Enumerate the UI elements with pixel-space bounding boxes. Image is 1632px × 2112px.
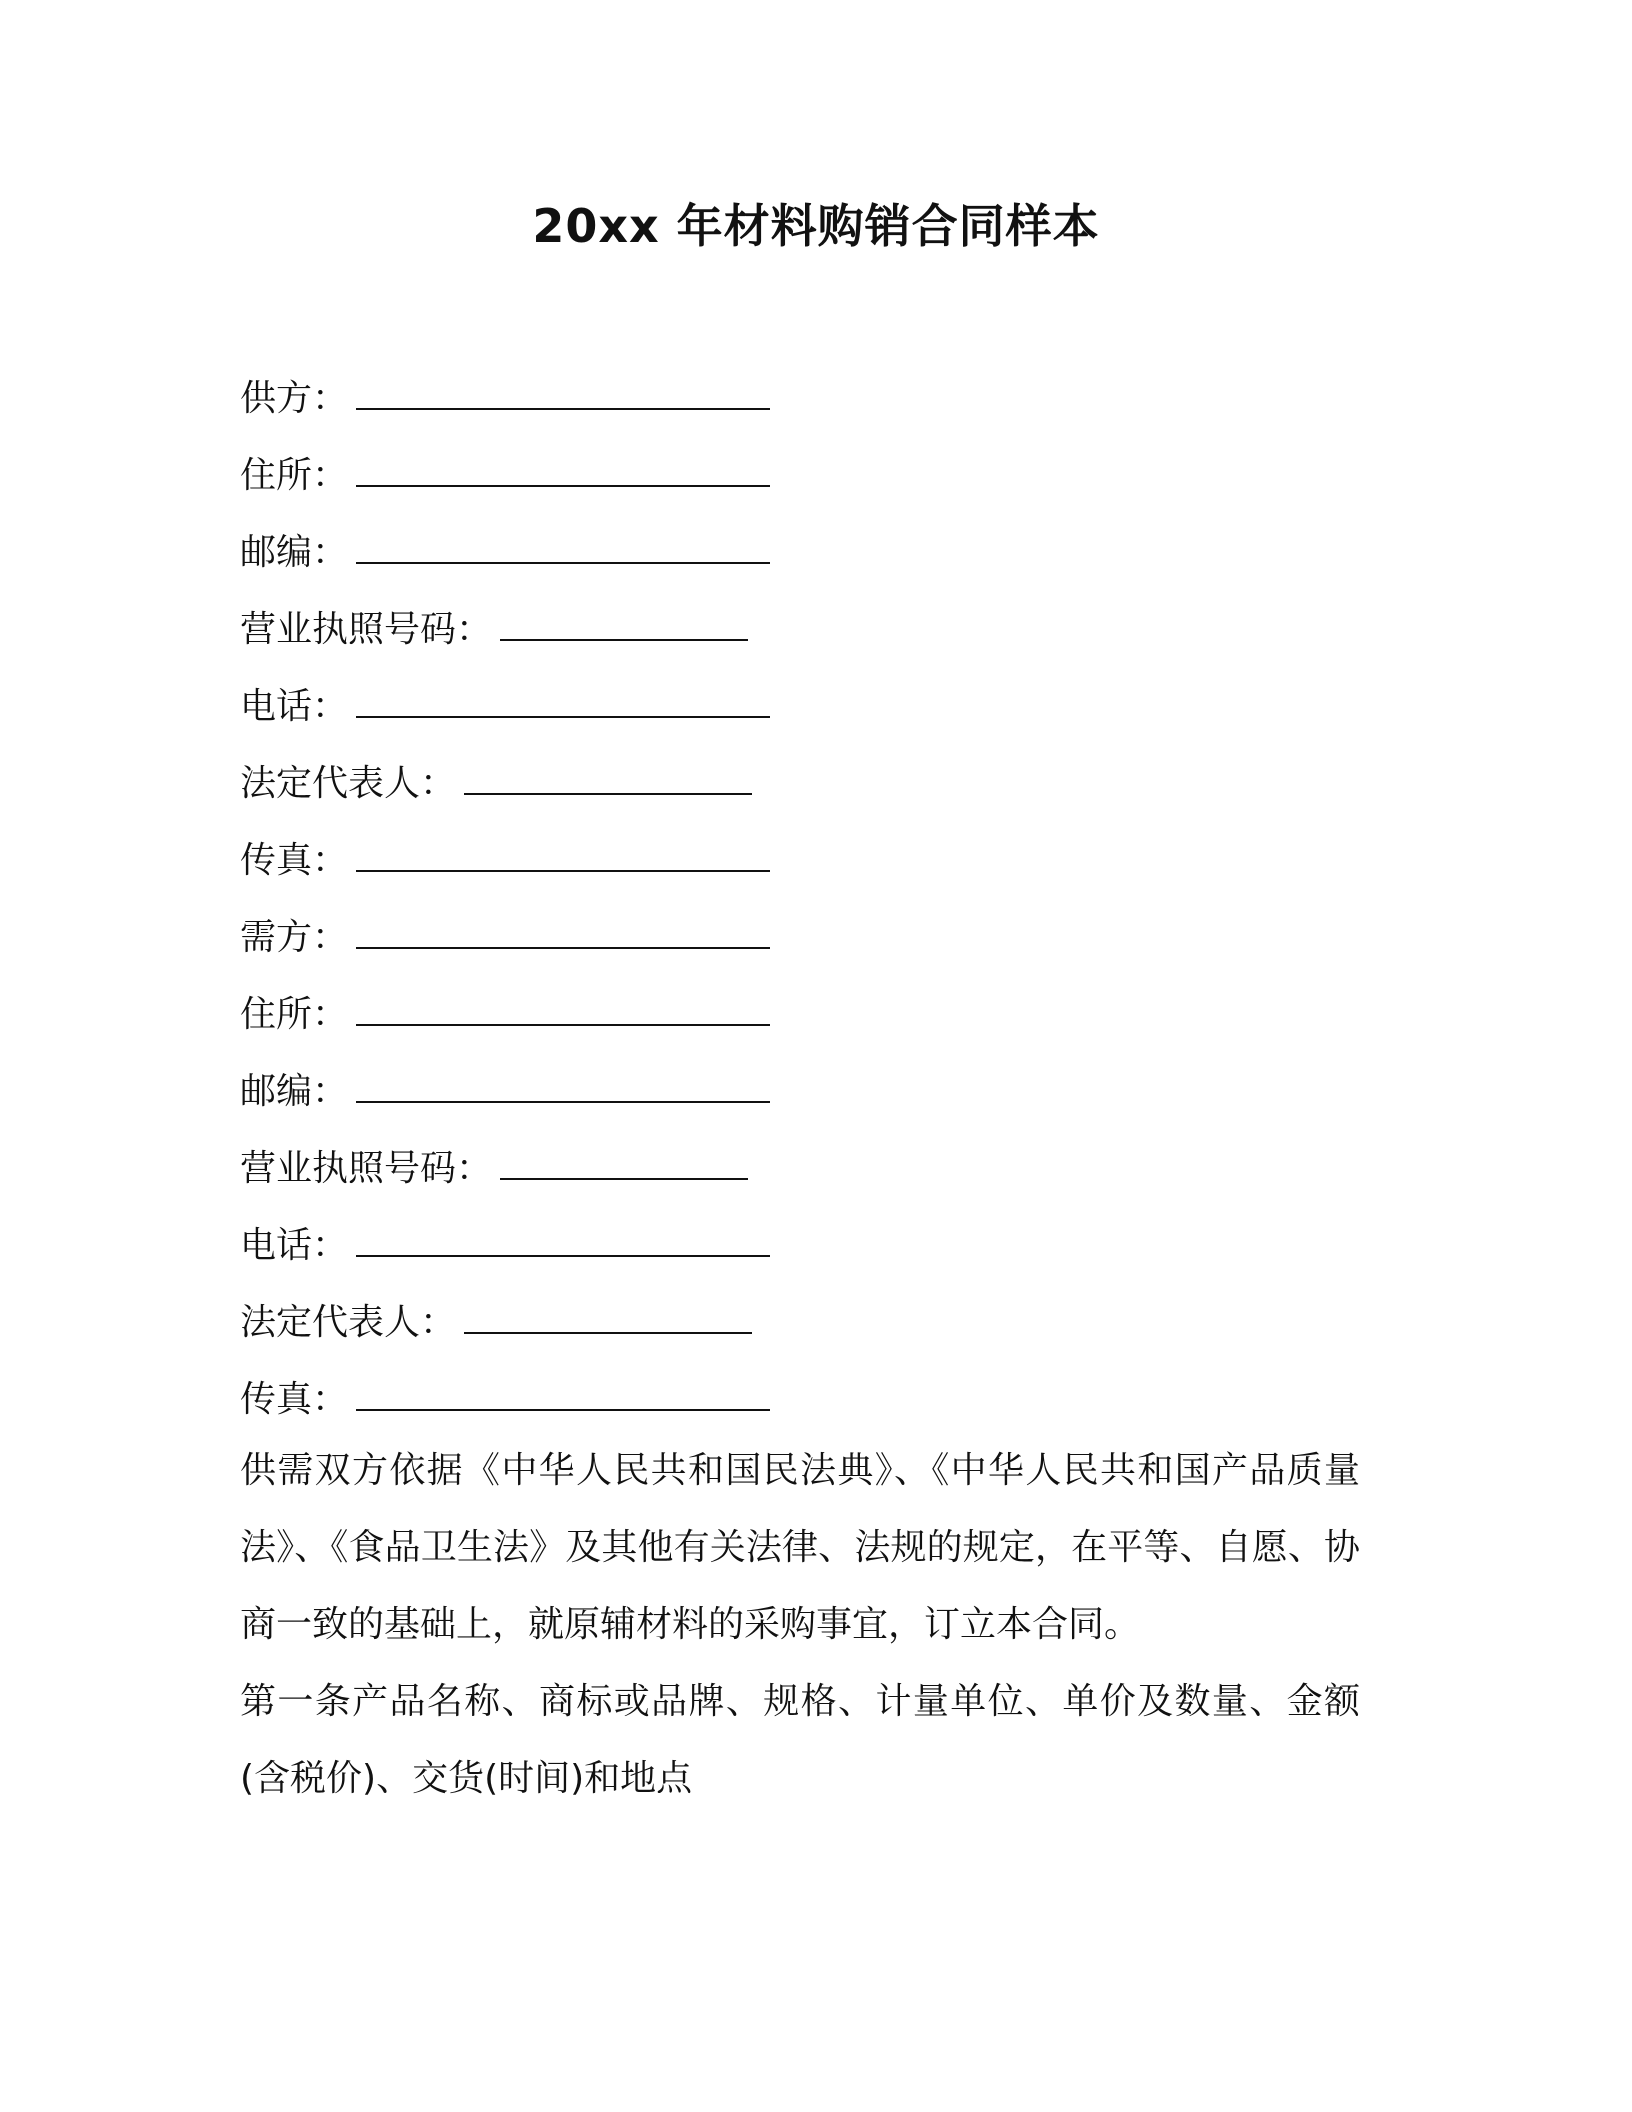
field-buyer-address xyxy=(240,976,1400,1053)
contract-body xyxy=(240,1432,1360,1817)
fill-blank xyxy=(356,1369,770,1411)
field-buyer-representative xyxy=(240,1284,1400,1361)
field-supplier-postcode xyxy=(240,514,1400,591)
fill-blank xyxy=(356,522,770,564)
field-label: 法定代表人： xyxy=(240,1302,457,1343)
field-buyer-postcode xyxy=(240,1053,1400,1130)
fill-blank xyxy=(356,1215,770,1257)
field-supplier-license xyxy=(240,591,1400,668)
fill-blank xyxy=(356,1061,770,1103)
field-label: 邮编： xyxy=(240,1071,349,1112)
field-buyer xyxy=(240,899,1400,976)
fill-blank xyxy=(500,599,748,641)
field-supplier-fax xyxy=(240,822,1400,899)
field-buyer-license xyxy=(240,1130,1400,1207)
fill-blank xyxy=(500,1138,748,1180)
field-label: 传真： xyxy=(240,1379,349,1420)
field-label: 法定代表人： xyxy=(240,763,457,804)
field-buyer-fax xyxy=(240,1361,1400,1438)
fill-blank xyxy=(356,676,770,718)
field-supplier-representative xyxy=(240,745,1400,822)
field-label: 电话： xyxy=(240,1225,349,1266)
fill-blank xyxy=(356,830,770,872)
fill-blank xyxy=(464,1292,752,1334)
field-label: 传真： xyxy=(240,840,349,881)
field-label: 营业执照号码： xyxy=(240,609,493,650)
preamble-paragraph: 供需双方依据《中华人民共和国民法典》、《中华人民共和国产品质量法》、《食品卫生法》及其他有关法律、法规的规定，在平等、自愿、协商一致的基础上，就原辅材料的采购事宜，订立本合同。 xyxy=(240,1450,1360,1645)
field-label: 需方： xyxy=(240,917,349,958)
fill-blank xyxy=(464,753,752,795)
fill-blank xyxy=(356,368,770,410)
field-supplier xyxy=(240,360,1400,437)
field-label: 住所： xyxy=(240,455,349,496)
field-label: 电话： xyxy=(240,686,349,727)
field-supplier-phone xyxy=(240,668,1400,745)
party-fields xyxy=(240,360,1400,1438)
fill-blank xyxy=(356,984,770,1026)
field-label: 营业执照号码： xyxy=(240,1148,493,1189)
field-supplier-address xyxy=(240,437,1400,514)
fill-blank xyxy=(356,445,770,487)
field-buyer-phone xyxy=(240,1207,1400,1284)
field-label: 邮编： xyxy=(240,532,349,573)
fill-blank xyxy=(356,907,770,949)
article-one-heading: 第一条产品名称、商标或品牌、规格、计量单位、单价及数量、金额(含税价)、交货(时间)和地点 xyxy=(240,1681,1360,1799)
document-title: 20xx 年材料购销合同样本 xyxy=(532,199,1100,253)
field-label: 住所： xyxy=(240,994,349,1035)
field-label: 供方： xyxy=(240,378,349,419)
